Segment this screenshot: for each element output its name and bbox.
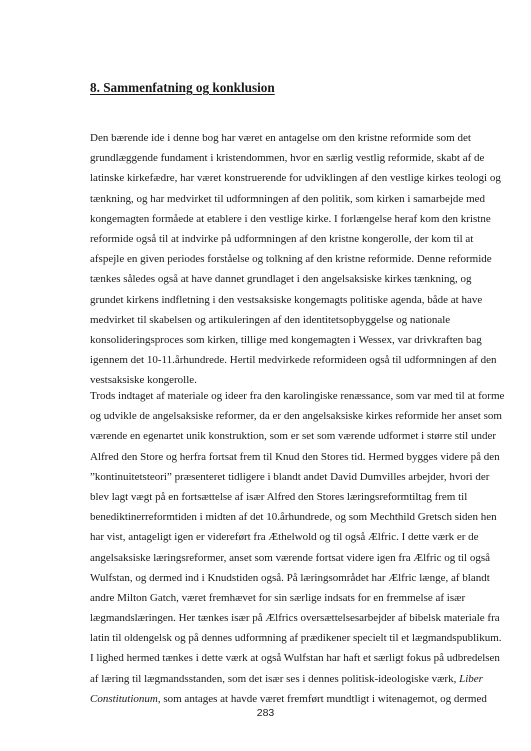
text-line: Alfred den Store og herfra fortsat frem til Knud den Stores tid. Hermed bygges videre på den bbox=[90, 450, 500, 463]
paragraph-reforms bbox=[90, 386, 505, 709]
text-line: latin til oldengelsk og på dennes udformning af prædikener specielt til et lægmandspublikum. bbox=[90, 632, 502, 645]
text-line: Wulfstan, og dermed ind i Knudstiden også. På læringsområdet har Ælfric længe, af blandt bbox=[90, 571, 490, 584]
text-line: Trods indtaget af materiale og ideer fra den karolingiske renæssance, som var med til at forme bbox=[90, 390, 505, 402]
text-line: grundlæggende fundament i kristendommen, hvor en særlig vestlig reformide, skabt af de bbox=[90, 152, 485, 165]
text-line: tænkes således også at have dannet grundlaget i den angelsaksiske kirkes tænkning, og bbox=[90, 273, 472, 286]
text-line: andre Milton Gatch, været fremhævet for sin særlige indsats for en fremmelse af især bbox=[90, 591, 466, 604]
paragraph-summary bbox=[90, 128, 501, 390]
text-line: har vist, antageligt igen er videreført fra Æthelwold og til også Ælfric. I dette værk er de bbox=[90, 531, 479, 544]
text-line: benediktinerreformtiden i midten af det 10.århundrede, og som Mechthild Gretsch siden hen bbox=[90, 511, 497, 524]
text-line-segment: , som antages at havde været fremført mundtligt i witenagemot, og dermed bbox=[157, 692, 487, 705]
text-line: konsolideringsproces som kirken, tillige med kongemagten i Wessex, var drivkraften bag bbox=[90, 333, 482, 346]
text-line: I lighed hermed tænkes i dette værk at også Wulfstan har haft et særligt fokus på udbredelsen bbox=[90, 652, 500, 665]
text-line: afspejle en given periodes forståelse og tolkning af den kristne reformide. Denne reformide bbox=[90, 253, 492, 266]
text-line: lægmandslæringen. Her tænkes især på Ælfrics oversættelsesarbejder af bibelsk materiale fra bbox=[90, 612, 500, 625]
text-line: og udvikle de angelsaksiske reformer, da er den angelsaksiske kirkes reformide her anset som bbox=[90, 410, 502, 423]
section-heading: 8. Sammenfatning og konklusion bbox=[90, 80, 275, 95]
text-line bbox=[90, 669, 483, 689]
text-line: tænkning, og har medvirket til udformningen af den politik, som kirken i samarbejde med bbox=[90, 192, 486, 205]
text-line: Den bærende ide i denne bog har været en antagelse om den kristne reformide som det bbox=[90, 132, 471, 144]
text-line bbox=[90, 689, 487, 709]
text-line: kongemagten formåede at etablere i den vestlige kirke. I forlængelse heraf kom den kristne bbox=[90, 212, 491, 225]
text-line: igennem det 10-11.århundrede. Hertil medvirkede reformideen også til udformningen af den bbox=[90, 354, 497, 367]
page-number: 283 bbox=[256, 707, 275, 719]
text-line: blev lagt vægt på en fortsættelse af især Alfred den Stores læringsreformtiltag frem til bbox=[90, 490, 468, 503]
italic-work-title: Liber bbox=[459, 672, 483, 685]
text-line: grundet kirkens indfletning i den vestsaksiske kongemagts politiske agenda, både at have bbox=[90, 293, 483, 306]
text-line: værende en egenartet unik konstruktion, som er set som værende udformet i større stil under bbox=[90, 430, 496, 443]
text-line-segment: af læring til lægmandsstanden, som det især ses i dennes politisk-ideologiske værk, bbox=[90, 672, 457, 685]
text-line: medvirket til skabelsen og artikuleringen af den identitetsopbyggelse og nationale bbox=[90, 313, 451, 326]
text-line: angelsaksiske læringsreformer, anset som værende fortsat videre igen fra Ælfric og til også bbox=[90, 551, 491, 564]
text-line: reformide også til at indvirke på udformningen af den kristne kongerolle, der kom til at bbox=[90, 232, 474, 245]
italic-work-title: Constitutionum bbox=[90, 692, 158, 705]
text-line: ”kontinuitetsteori” præsenteret tidligere i blandt andet David Dumvilles arbejder, hvori der bbox=[90, 470, 490, 483]
text-line: latinske kirkefædre, har været konstruerende for udviklingen af den vestlige kirkes teologi og bbox=[90, 172, 501, 185]
text-line: vestsaksiske kongerolle. bbox=[90, 374, 197, 387]
